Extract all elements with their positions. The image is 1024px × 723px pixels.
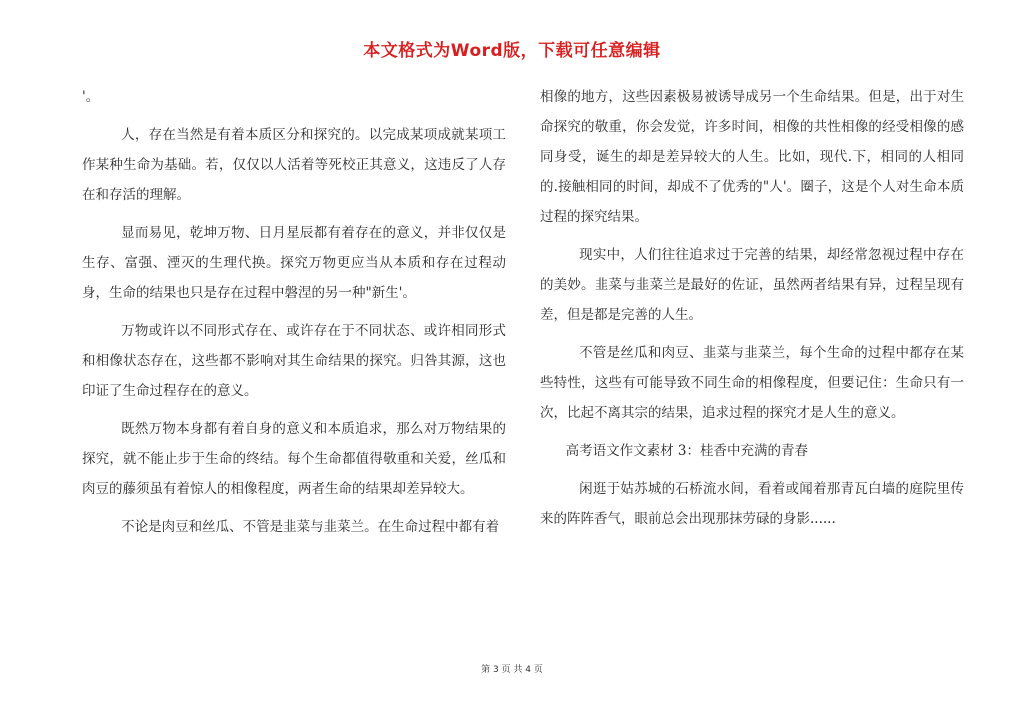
paragraph: 人，存在当然是有着本质区分和探究的。以完成某项成就某项工作某种生命为基础。若，仅仅以人活着等死校正其意义，这违反了人存在和存活的理解。 [82,127,506,203]
paragraph: '。 [82,89,100,105]
paragraph: 闲逛于姑苏城的石桥流水间，看着或闻着那青瓦白墙的庭院里传来的阵阵香气，眼前总会出现那抹劳碌的身影...... [540,481,964,527]
paragraph: 现实中，人们往往追求过于完善的结果，却经常忽视过程中存在的美妙。韭菜与韭菜兰是最好的佐证，虽然两者结果有异，过程呈现有差，但是都是完善的人生。 [540,247,964,323]
paragraph: 既然万物本身都有着自身的意义和本质追求，那么对万物结果的探究，就不能止步于生命的终结。每个生命都值得敬重和关爱，丝瓜和肉豆的藤须虽有着惊人的相像程度，两者生命的结果却差异较大。 [82,421,506,497]
right-text-column [540,82,964,542]
paragraph: 不管是丝瓜和肉豆、韭菜与韭菜兰，每个生命的过程中都存在某些特性，这些有可能导致不同生命的相像程度，但要记住：生命只有一次，比起不离其宗的结果，追求过程的探究才是人生的意义。 [540,345,964,421]
download-banner: 本文格式为Word版，下载可任意编辑 [363,41,661,61]
section-heading: 高考语文作文素材 3：桂香中充满的青春 [565,443,809,459]
left-text-column [82,82,506,550]
page-number: 第 3 页 共 4 页 [481,665,543,675]
paragraph: 不论是肉豆和丝瓜、不管是韭菜与韭菜兰。在生命过程中都有着 [121,519,500,535]
paragraph: 相像的地方，这些因素极易被诱导成另一个生命结果。但是，出于对生命探究的敬重，你会发觉，许多时间，相像的共性相像的经受相像的感同身受，诞生的却是差异较大的人生。比如，现代.下，相同的人相同的.接触相同的时间，却成不了优秀的"人'。圈子，这是个人对生命本质过程的探究结果。 [540,89,964,225]
paragraph: 显而易见，乾坤万物、日月星辰都有着存在的意义，并非仅仅是生存、富强、湮灭的生理代换。探究万物更应当从本质和存在过程动身，生命的结果也只是存在过程中磐涅的另一种"新生'。 [82,225,506,301]
paragraph: 万物或许以不同形式存在、或许存在于不同状态、或许相同形式和相像状态存在，这些都不影响对其生命结果的探究。归咎其源，这也印证了生命过程存在的意义。 [82,323,506,399]
